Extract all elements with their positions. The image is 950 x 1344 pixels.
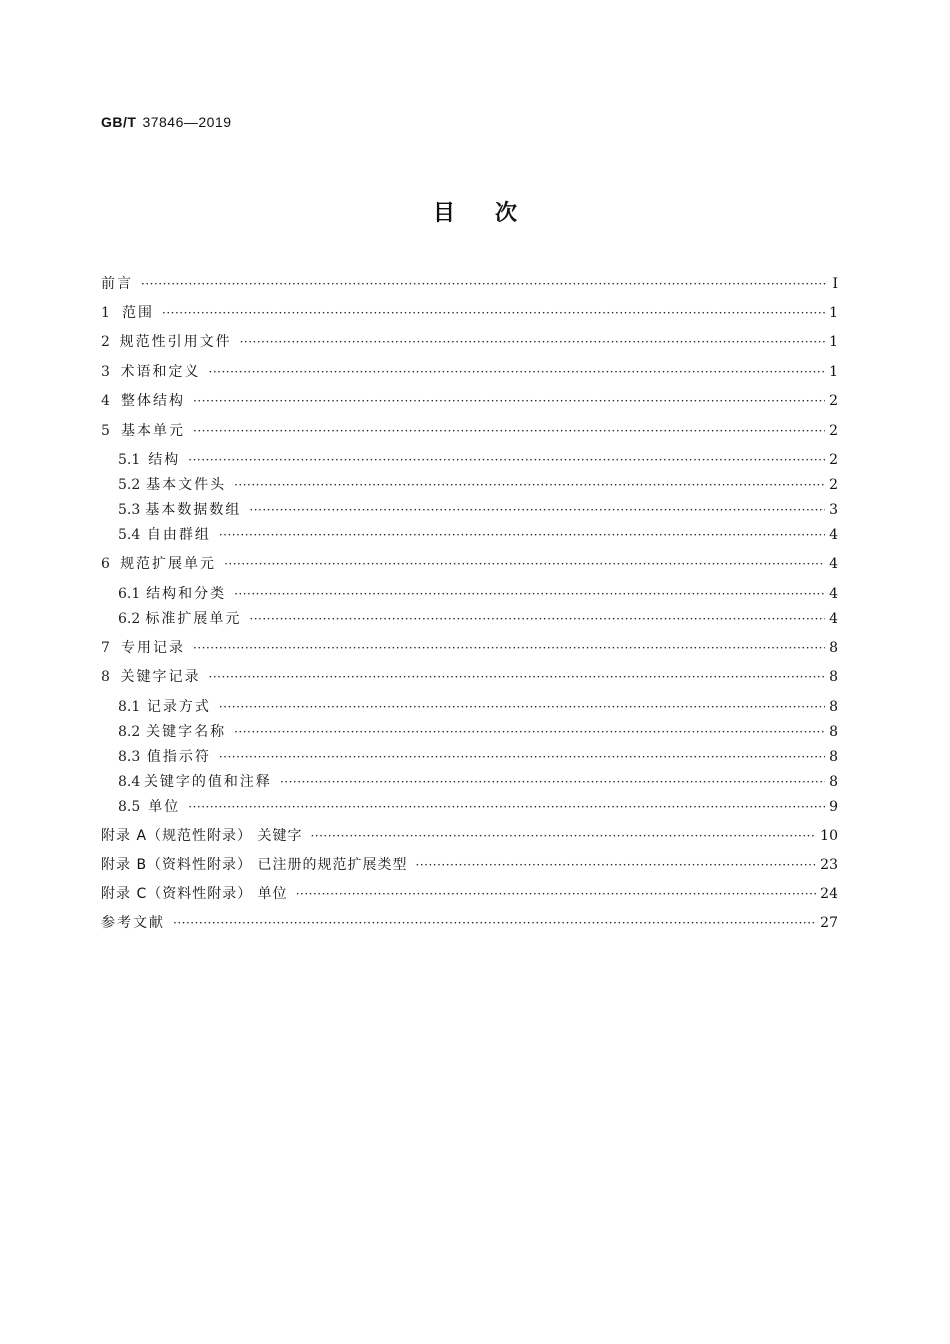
toc-leader-dots <box>219 697 825 717</box>
toc-leader-dots <box>193 638 825 658</box>
toc-entry-page: 4 <box>829 527 838 543</box>
toc-leader-dots <box>224 554 825 574</box>
toc-entry-page: 1 <box>829 334 838 350</box>
toc-leader-dots <box>249 500 825 520</box>
toc-entry-label: 规范性引用文件 <box>119 334 232 350</box>
toc-entry-label: 基本数据数组 <box>145 502 242 518</box>
toc-entry-label: 基本单元 <box>121 423 186 439</box>
toc-entry-label: 参考文献 <box>101 915 165 931</box>
toc-entry[interactable] <box>101 913 838 933</box>
toc-entry-page: 8 <box>829 749 838 765</box>
toc-entry-page: 4 <box>829 611 838 627</box>
toc-entry[interactable] <box>101 884 838 904</box>
toc-entry[interactable] <box>118 772 838 792</box>
toc-entry-page: 1 <box>829 364 838 380</box>
toc-entry-page: 2 <box>829 452 838 468</box>
toc-entry[interactable] <box>101 421 838 441</box>
toc-entry-label: 关键字的值和注释 <box>143 774 272 790</box>
toc-entry-page: 4 <box>829 556 838 572</box>
standard-code-number: 37846—2019 <box>142 114 232 130</box>
toc-entry-number: 5.2 <box>118 477 141 493</box>
toc-entry-number: 8 <box>101 669 110 685</box>
toc-entry-number: 3 <box>101 364 110 380</box>
toc-leader-dots <box>234 584 825 604</box>
toc-entry-number: 8.1 <box>118 699 141 715</box>
toc-entry-page: 9 <box>829 799 838 815</box>
toc-leader-dots <box>234 475 825 495</box>
toc-entry-label: 附录 A（规范性附录） 关键字 <box>101 828 303 844</box>
toc-leader-dots <box>188 450 825 470</box>
toc-entry-number: 8.3 <box>118 749 141 765</box>
toc-entry[interactable] <box>101 362 838 382</box>
toc-leader-dots <box>240 332 826 352</box>
toc-entry[interactable] <box>118 797 838 817</box>
toc-entry[interactable] <box>101 303 838 323</box>
toc-leader-dots <box>162 303 825 323</box>
toc-leader-dots <box>219 525 825 545</box>
toc-entry-number: 6.2 <box>118 611 141 627</box>
toc-entry[interactable] <box>118 500 838 520</box>
toc-entry-label: 结构 <box>148 452 181 468</box>
toc-entry-number: 4 <box>101 393 110 409</box>
toc-leader-dots <box>416 855 817 875</box>
toc-entry[interactable] <box>101 554 838 574</box>
toc-leader-dots <box>310 826 816 846</box>
toc-entry-page: 2 <box>829 423 838 439</box>
toc-entry-page: 1 <box>829 305 838 321</box>
toc-entry-page: 8 <box>829 699 838 715</box>
toc-entry-label: 标准扩展单元 <box>145 611 242 627</box>
toc-entry-page: 3 <box>829 502 838 518</box>
toc-entry-number: 5.3 <box>118 502 141 518</box>
toc-entry[interactable] <box>118 609 838 629</box>
toc-leader-dots <box>141 274 828 294</box>
toc-entry-number: 6.1 <box>118 586 141 602</box>
toc-entry-label: 整体结构 <box>121 393 186 409</box>
page-title: 目次 <box>432 201 557 226</box>
toc-leader-dots <box>209 362 826 382</box>
toc-entry[interactable] <box>101 391 838 411</box>
toc-entry[interactable] <box>118 697 838 717</box>
toc-entry-number: 8.4 <box>118 774 141 790</box>
toc-leader-dots <box>188 797 825 817</box>
toc-entry[interactable] <box>118 475 838 495</box>
toc-entry-page: 24 <box>820 886 838 902</box>
toc-entry-number: 2 <box>101 334 110 350</box>
toc-entry-label: 关键字名称 <box>146 724 227 740</box>
toc-leader-dots <box>219 747 825 767</box>
toc-entry-page: 8 <box>829 724 838 740</box>
toc-entry-page: 8 <box>829 774 838 790</box>
toc-entry-page: 23 <box>820 857 838 873</box>
standard-code <box>101 114 232 130</box>
toc-entry-page: 10 <box>820 828 838 844</box>
toc-entry[interactable] <box>118 722 838 742</box>
toc-entry[interactable] <box>101 855 838 875</box>
toc-entry-page: 2 <box>829 393 838 409</box>
toc-leader-dots <box>193 391 825 411</box>
toc-entry[interactable] <box>118 747 838 767</box>
toc-entry-label: 值指示符 <box>146 749 211 765</box>
toc-entry-page: 2 <box>829 477 838 493</box>
toc-entry-page: 27 <box>820 915 838 931</box>
toc-entry-label: 前言 <box>101 276 133 292</box>
toc-leader-dots <box>280 772 825 792</box>
toc-entry-number: 5 <box>101 423 110 439</box>
toc-entry-label: 关键字记录 <box>120 669 201 685</box>
toc-leader-dots <box>234 722 825 742</box>
toc-entry[interactable] <box>101 667 838 687</box>
toc-entry-label: 记录方式 <box>146 699 211 715</box>
toc-entry-label: 附录 C（资料性附录） 单位 <box>101 886 288 902</box>
toc-entry-label: 基本文件头 <box>146 477 227 493</box>
toc-entry-page: 8 <box>829 640 838 656</box>
toc-entry[interactable] <box>101 332 838 352</box>
toc-entry-number: 7 <box>101 640 110 656</box>
toc-leader-dots <box>249 609 825 629</box>
toc-leader-dots <box>296 884 816 904</box>
toc-entry[interactable] <box>118 584 838 604</box>
toc-entry-number: 5.1 <box>118 452 141 468</box>
toc-entry-label: 专用记录 <box>121 640 186 656</box>
toc-entry[interactable] <box>101 274 838 294</box>
toc-entry-label: 术语和定义 <box>120 364 201 380</box>
toc-entry-number: 5.4 <box>118 527 141 543</box>
toc-entry[interactable] <box>101 826 838 846</box>
toc-entry-label: 附录 B（资料性附录） 已注册的规范扩展类型 <box>101 857 408 873</box>
toc-entry-page: 8 <box>829 669 838 685</box>
toc-leader-dots <box>173 913 816 933</box>
toc-entry-label: 单位 <box>148 799 181 815</box>
toc-leader-dots <box>193 421 825 441</box>
toc-entry-page: Ⅰ <box>832 276 838 292</box>
toc-entry-label: 规范扩展单元 <box>120 556 217 572</box>
toc-entry-page: 4 <box>829 586 838 602</box>
toc-entry-number: 8.5 <box>118 799 141 815</box>
toc-entry[interactable] <box>101 638 838 658</box>
toc-entry-label: 自由群组 <box>146 527 211 543</box>
toc-leader-dots <box>209 667 826 687</box>
toc-entry-number: 1 <box>101 305 110 321</box>
toc-entry-number: 6 <box>101 556 110 572</box>
toc-entry[interactable] <box>118 525 838 545</box>
standard-code-prefix: GB/T <box>101 114 137 130</box>
toc-entry-label: 范围 <box>122 305 155 321</box>
toc-entry-number: 8.2 <box>118 724 141 740</box>
toc-entry-label: 结构和分类 <box>146 586 227 602</box>
toc-entry[interactable] <box>118 450 838 470</box>
